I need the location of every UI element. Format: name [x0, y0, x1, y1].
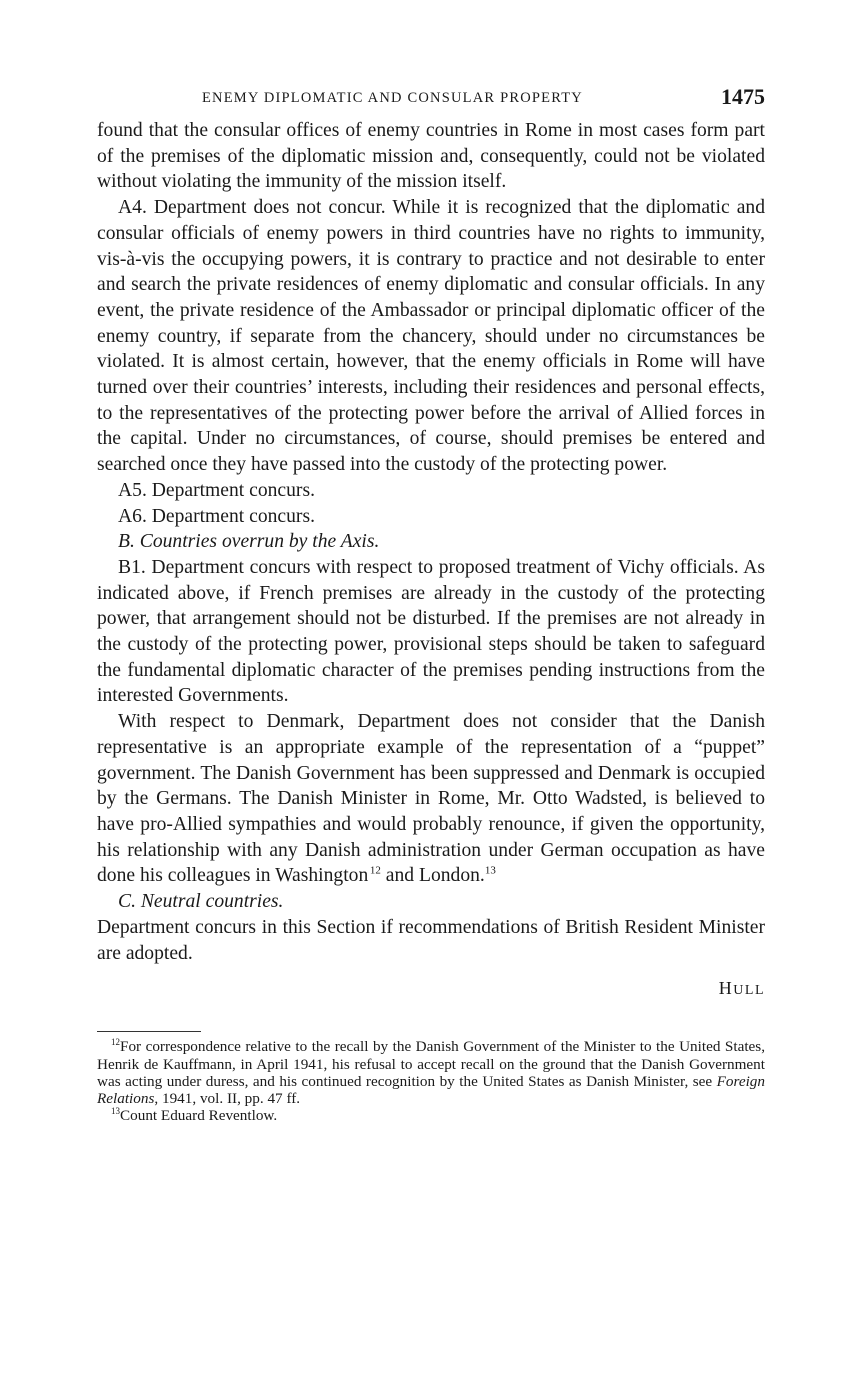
signature-initial: H: [718, 978, 734, 999]
footnotes: [97, 1038, 765, 1124]
heading-c: C. Neutral countries.: [118, 891, 284, 913]
paragraph-b1: B1. Department concurs with respect to proposed treatment of Vichy officials. As indicated above, if French premises are already in the custody of the protecting power, that arrangement should not be disturbed. If the premises are not already in the custody of the protecting power, provisional steps should be taken to safeguard the fundamental diplomatic character of the premises pending instructions from the interested Governments.: [97, 556, 765, 707]
paragraph-a5: A5. Department concurs.: [118, 479, 315, 501]
footnote-ref-13[interactable]: 13: [484, 864, 496, 877]
footnote-12-title: Foreign Relations: [97, 1072, 765, 1108]
footnote-ref-12[interactable]: 12: [369, 864, 381, 877]
footnote-12-pages: , pp. 47 ff.: [237, 1090, 301, 1108]
signature: [97, 978, 765, 1006]
footnote-12-volume: II: [226, 1090, 238, 1108]
paragraph-a6: A6. Department concurs.: [118, 505, 315, 527]
signature-rest: ULL: [733, 983, 765, 999]
footnote-12-ref: , 1941, vol.: [154, 1090, 227, 1108]
paragraph-denmark: [97, 709, 765, 889]
footnote-12-mark: 12: [111, 1037, 120, 1048]
paragraph-denmark-text: With respect to Denmark, Department does not consider that the Danish representative is an appropriate example of the representation of a “puppet” government. The Danish Government has been suppressed and Denmark is occupied by the Germans. The Danish Minister in Rome, Mr. Otto Wadsted, is believed to have pro-Allied sympathies and would probably renounce, if given the opportunity, his relationship with any Danish administration under German occupation as have done his colleagues in Washington: [97, 711, 765, 887]
footnote-13-text: Count Eduard Reventlow.: [120, 1107, 278, 1125]
heading-b: B. Countries overrun by the Axis.: [118, 531, 380, 553]
page-number: 1475: [721, 84, 765, 109]
footnote-12: [97, 1038, 765, 1107]
paragraph-c: Department concurs in this Section if recommendations of British Resident Minister are adopted.: [97, 916, 765, 964]
document-page: [97, 84, 765, 1125]
footnote-12-text: For correspondence relative to the recall by the Danish Government of the Minister to the United States, Henrik de Kauffmann, in April 1941, his refusal to accept recall on the ground that the Danish Government was acting under duress, and his continued recognition by the United States as Danish Minister, see: [97, 1038, 765, 1090]
footnote-13: [97, 1107, 765, 1124]
footnote-divider: [97, 1031, 201, 1032]
running-title: ENEMY DIPLOMATIC AND CONSULAR PROPERTY: [202, 90, 583, 106]
running-head: [97, 84, 765, 118]
footnote-13-mark: 13: [111, 1106, 120, 1117]
paragraph-a4: A4. Department does not concur. While it is recognized that the diplomatic and consular officials of enemy powers in third countries have no rights to immunity, vis-à-vis the occupying powers, it is contrary to practice and not desirable to enter and search the private residences of enemy diplomatic and consular officials. In any event, the private residence of the Ambassador or principal diplomatic officer of the enemy country, if separate from the chancery, should under no circumstances be violated. It is almost certain, however, that the enemy officials in Rome will have turned over their countries’ interests, including their residences and personal effects, to the representatives of the protecting power before the arrival of Allied forces in the capital. Under no circumstances, of course, should premises be entered and searched once they have passed into the custody of the protecting power.: [97, 197, 765, 476]
body-text: [97, 118, 765, 966]
paragraph-continuation: found that the consular offices of enemy countries in Rome in most cases form part of the premises of the diplomatic mission and, consequently, could not be violated without violating the immunity of the mission itself.: [97, 120, 765, 193]
paragraph-denmark-tail: and London.: [380, 865, 485, 887]
